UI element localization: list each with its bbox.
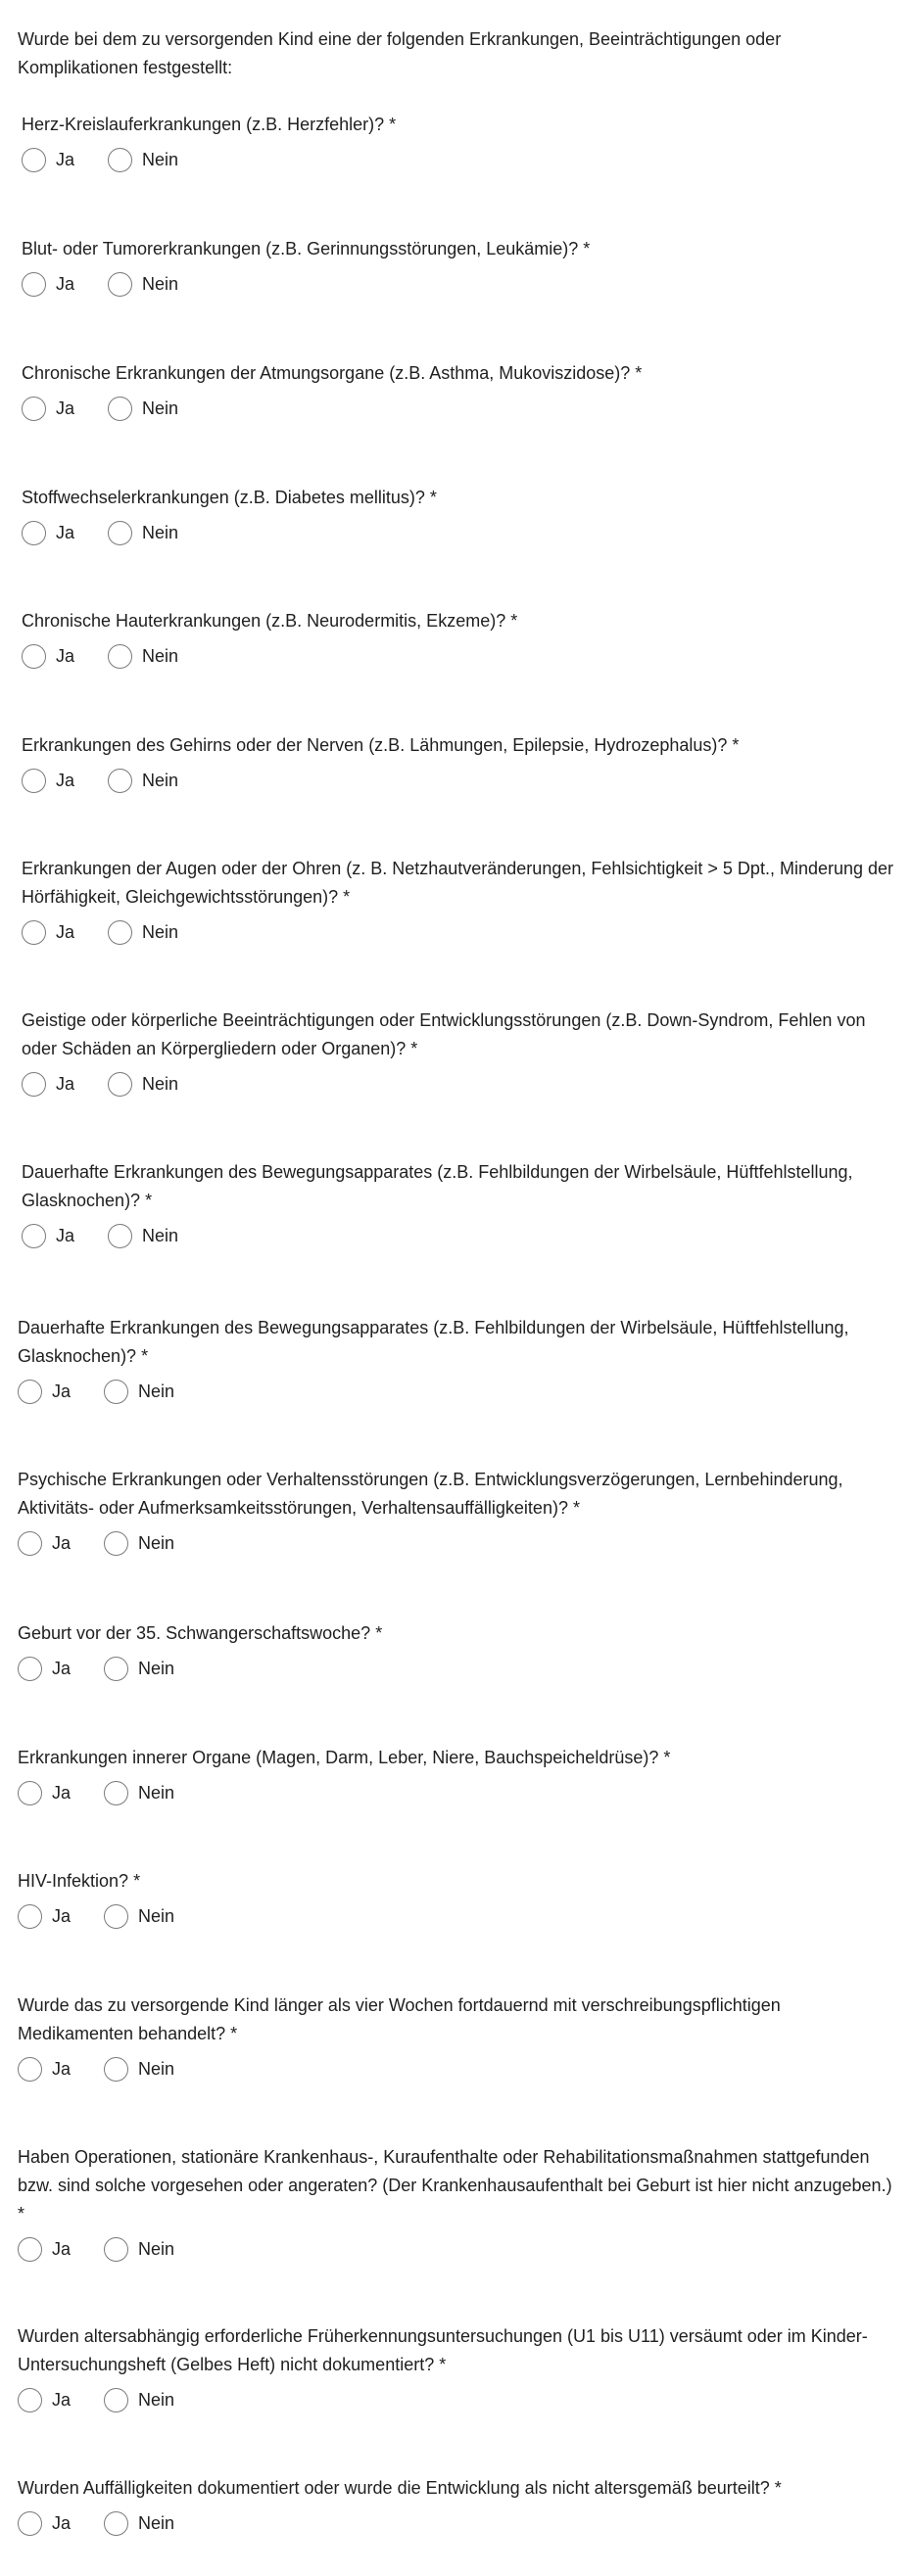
radio-option-yes[interactable] [18,1904,71,1929]
radio-label-no: Nein [138,2513,175,2533]
radio-button-no[interactable] [104,1380,128,1404]
question-text: Blut- oder Tumorerkrankungen (z.B. Gerinnungsstörungen, Leukämie)? * [22,239,591,258]
question-15 [0,1991,911,2082]
radio-label-yes: Ja [52,1382,72,1401]
radio-option-no[interactable] [108,148,178,172]
question-10 [0,1314,911,1404]
radio-label-yes: Ja [52,2239,72,2259]
radio-label-yes: Ja [52,2390,72,2410]
radio-option-no[interactable] [104,2057,174,2082]
radio-button-yes[interactable] [22,1072,46,1097]
radio-option-no[interactable] [108,397,178,421]
radio-button-yes[interactable] [22,148,46,172]
radio-label-no: Nein [142,771,179,790]
radio-button-no[interactable] [108,521,132,545]
radio-button-no[interactable] [108,1072,132,1097]
question-text: Herz-Kreislauferkrankungen (z.B. Herzfehler)? * [22,115,397,134]
radio-button-no[interactable] [108,1224,132,1248]
radio-group [22,644,911,669]
radio-label-yes: Ja [56,274,75,294]
question-text: Wurden altersabhängig erforderliche Früherkennungsuntersuchungen (U1 bis U11) versäumt oder im Kinder-Untersuchungsheft (Gelbes Heft) nicht dokumentiert? * [18,2326,868,2374]
radio-group [22,1224,911,1248]
radio-option-yes[interactable] [22,769,74,793]
radio-label-yes: Ja [56,150,75,169]
radio-option-no[interactable] [104,2237,174,2262]
question-9 [0,1158,911,1248]
radio-button-yes[interactable] [22,521,46,545]
radio-group [22,521,911,545]
question-1 [0,111,911,172]
radio-button-no[interactable] [104,2511,128,2536]
radio-option-yes[interactable] [18,2511,71,2536]
radio-button-no[interactable] [108,769,132,793]
question-12 [0,1619,911,1681]
radio-option-no[interactable] [108,521,178,545]
radio-button-yes[interactable] [18,1380,42,1404]
question-16 [0,2143,911,2262]
radio-label-yes: Ja [52,2513,72,2533]
radio-label-yes: Ja [56,1226,75,1245]
radio-option-no[interactable] [108,920,178,945]
question-text: Psychische Erkrankungen oder Verhaltensstörungen (z.B. Entwicklungsverzögerungen, Lernbehinderung, Aktivitäts- oder Aufmerksamkeitsstörungen, Verhaltensauffälligkeiten)? * [18,1470,843,1518]
radio-label-yes: Ja [56,398,75,418]
radio-group [18,2511,911,2536]
question-13 [0,1744,911,1805]
radio-option-no[interactable] [108,769,178,793]
radio-button-no[interactable] [108,644,132,669]
radio-label-no: Nein [142,646,179,666]
question-text: Wurde das zu versorgende Kind länger als vier Wochen fortdauernd mit verschreibungspflichtigen Medikamenten behandelt? * [18,1995,781,2043]
question-text: Erkrankungen der Augen oder der Ohren (z. B. Netzhautveränderungen, Fehlsichtigkeit > 5 Dpt., Minderung der Hörfähigkeit, Gleichgewichtsstörungen)? * [22,859,894,907]
radio-button-yes[interactable] [22,397,46,421]
radio-button-yes[interactable] [18,1781,42,1805]
question-text: Dauerhafte Erkrankungen des Bewegungsapparates (z.B. Fehlbildungen der Wirbelsäule, Hüftfehlstellung, Glasknochen)? * [22,1162,853,1210]
radio-group [18,2237,911,2262]
radio-button-yes[interactable] [18,1531,42,1556]
radio-button-yes[interactable] [22,1224,46,1248]
radio-group [18,1781,911,1805]
radio-button-no[interactable] [104,2388,128,2412]
radio-label-yes: Ja [52,2059,72,2079]
radio-option-yes[interactable] [22,521,74,545]
radio-label-no: Nein [142,1226,179,1245]
radio-label-no: Nein [138,1906,175,1926]
radio-label-yes: Ja [52,1783,72,1803]
radio-option-yes[interactable] [18,1781,71,1805]
radio-option-yes[interactable] [22,1072,74,1097]
radio-button-no[interactable] [108,148,132,172]
form-intro: Wurde bei dem zu versorgenden Kind eine der folgenden Erkrankungen, Beeinträchtigungen oder Komplikationen festgestellt: [18,29,782,77]
question-11 [0,1466,911,1556]
radio-button-yes[interactable] [18,2388,42,2412]
radio-label-no: Nein [138,2239,175,2259]
question-text: Erkrankungen innerer Organe (Magen, Darm, Leber, Niere, Bauchspeicheldrüse)? * [18,1748,671,1767]
radio-group [22,769,911,793]
radio-option-no[interactable] [104,1380,174,1404]
radio-label-no: Nein [142,922,179,942]
radio-option-no[interactable] [104,2511,174,2536]
radio-group [18,1531,911,1556]
radio-group [22,397,911,421]
radio-label-no: Nein [142,150,179,169]
radio-option-no[interactable] [104,1781,174,1805]
radio-label-no: Nein [138,1533,175,1553]
radio-label-yes: Ja [56,771,75,790]
question-text: Erkrankungen des Gehirns oder der Nerven (z.B. Lähmungen, Epilepsie, Hydrozephalus)? * [22,735,740,755]
radio-label-yes: Ja [52,1659,72,1678]
radio-option-yes[interactable] [18,2388,71,2412]
radio-label-no: Nein [138,1659,175,1678]
question-text: Chronische Erkrankungen der Atmungsorgane (z.B. Asthma, Mukoviszidose)? * [22,363,643,383]
question-text: Haben Operationen, stationäre Krankenhaus-, Kuraufenthalte oder Rehabilitationsmaßnahmen stattgefunden bzw. sind solche vorgesehen oder angeraten? (Der Krankenhausaufenthalt bei Geburt ist hier nicht anzugeben.) * [18,2147,892,2224]
question-7 [0,855,911,945]
radio-label-no: Nein [138,2390,175,2410]
question-8 [0,1007,911,1097]
radio-label-no: Nein [138,2059,175,2079]
radio-label-yes: Ja [56,646,75,666]
radio-option-yes[interactable] [22,920,74,945]
radio-option-yes[interactable] [22,644,74,669]
radio-button-no[interactable] [104,1781,128,1805]
radio-button-yes[interactable] [18,1657,42,1681]
question-text: Wurden Auffälligkeiten dokumentiert oder wurde die Entwicklung als nicht altersgemäß beurteilt? * [18,2478,782,2498]
radio-group [18,2388,911,2412]
radio-button-no[interactable] [108,272,132,297]
question-text: Geburt vor der 35. Schwangerschaftswoche? * [18,1623,383,1643]
radio-group [22,1072,911,1097]
radio-option-yes[interactable] [22,1224,74,1248]
question-text: Stoffwechselerkrankungen (z.B. Diabetes mellitus)? * [22,488,437,507]
radio-option-yes[interactable] [18,1657,71,1681]
radio-label-no: Nein [138,1783,175,1803]
radio-label-yes: Ja [52,1533,72,1553]
radio-option-no[interactable] [108,272,178,297]
radio-option-no[interactable] [108,1224,178,1248]
radio-button-yes[interactable] [18,2237,42,2262]
question-2 [0,235,911,297]
question-text: Dauerhafte Erkrankungen des Bewegungsapparates (z.B. Fehlbildungen der Wirbelsäule, Hüftfehlstellung, Glasknochen)? * [18,1318,849,1366]
radio-button-yes[interactable] [22,644,46,669]
radio-label-no: Nein [142,1074,179,1094]
radio-label-yes: Ja [56,523,75,542]
radio-label-yes: Ja [56,1074,75,1094]
radio-label-no: Nein [142,274,179,294]
radio-group [22,148,911,172]
radio-label-no: Nein [138,1382,175,1401]
radio-button-no[interactable] [104,1657,128,1681]
radio-button-no[interactable] [108,397,132,421]
radio-label-yes: Ja [56,922,75,942]
radio-option-yes[interactable] [22,272,74,297]
radio-button-yes[interactable] [22,920,46,945]
radio-group [22,920,911,945]
radio-option-yes[interactable] [22,148,74,172]
radio-button-no[interactable] [104,1531,128,1556]
radio-button-yes[interactable] [22,272,46,297]
radio-group [18,2057,911,2082]
radio-label-yes: Ja [52,1906,72,1926]
question-4 [0,484,911,545]
radio-option-no[interactable] [104,1904,174,1929]
radio-option-no[interactable] [104,1657,174,1681]
radio-option-yes[interactable] [18,1380,71,1404]
radio-button-no[interactable] [108,920,132,945]
question-5 [0,607,911,669]
radio-option-yes[interactable] [18,2237,71,2262]
radio-button-no[interactable] [104,2237,128,2262]
radio-option-yes[interactable] [18,2057,71,2082]
radio-button-yes[interactable] [18,1904,42,1929]
radio-option-no[interactable] [108,644,178,669]
question-text: Chronische Hauterkrankungen (z.B. Neurodermitis, Ekzeme)? * [22,611,518,631]
question-3 [0,359,911,421]
radio-button-yes[interactable] [18,2511,42,2536]
radio-option-no[interactable] [108,1072,178,1097]
question-6 [0,731,911,793]
radio-button-yes[interactable] [18,2057,42,2082]
radio-label-no: Nein [142,523,179,542]
radio-option-yes[interactable] [22,397,74,421]
radio-button-no[interactable] [104,1904,128,1929]
question-text: HIV-Infektion? * [18,1871,141,1891]
radio-label-no: Nein [142,398,179,418]
question-14 [0,1867,911,1929]
question-18 [0,2474,911,2536]
radio-group [18,1380,911,1404]
radio-group [22,272,911,297]
radio-group [18,1904,911,1929]
radio-group [18,1657,911,1681]
question-text: Geistige oder körperliche Beeinträchtigungen oder Entwicklungsstörungen (z.B. Down-Syndrom, Fehlen von oder Schäden an Körpergliedern oder Organen)? * [22,1010,866,1058]
question-17 [0,2322,911,2412]
radio-button-yes[interactable] [22,769,46,793]
radio-option-yes[interactable] [18,1531,71,1556]
radio-option-no[interactable] [104,2388,174,2412]
radio-option-no[interactable] [104,1531,174,1556]
radio-button-no[interactable] [104,2057,128,2082]
